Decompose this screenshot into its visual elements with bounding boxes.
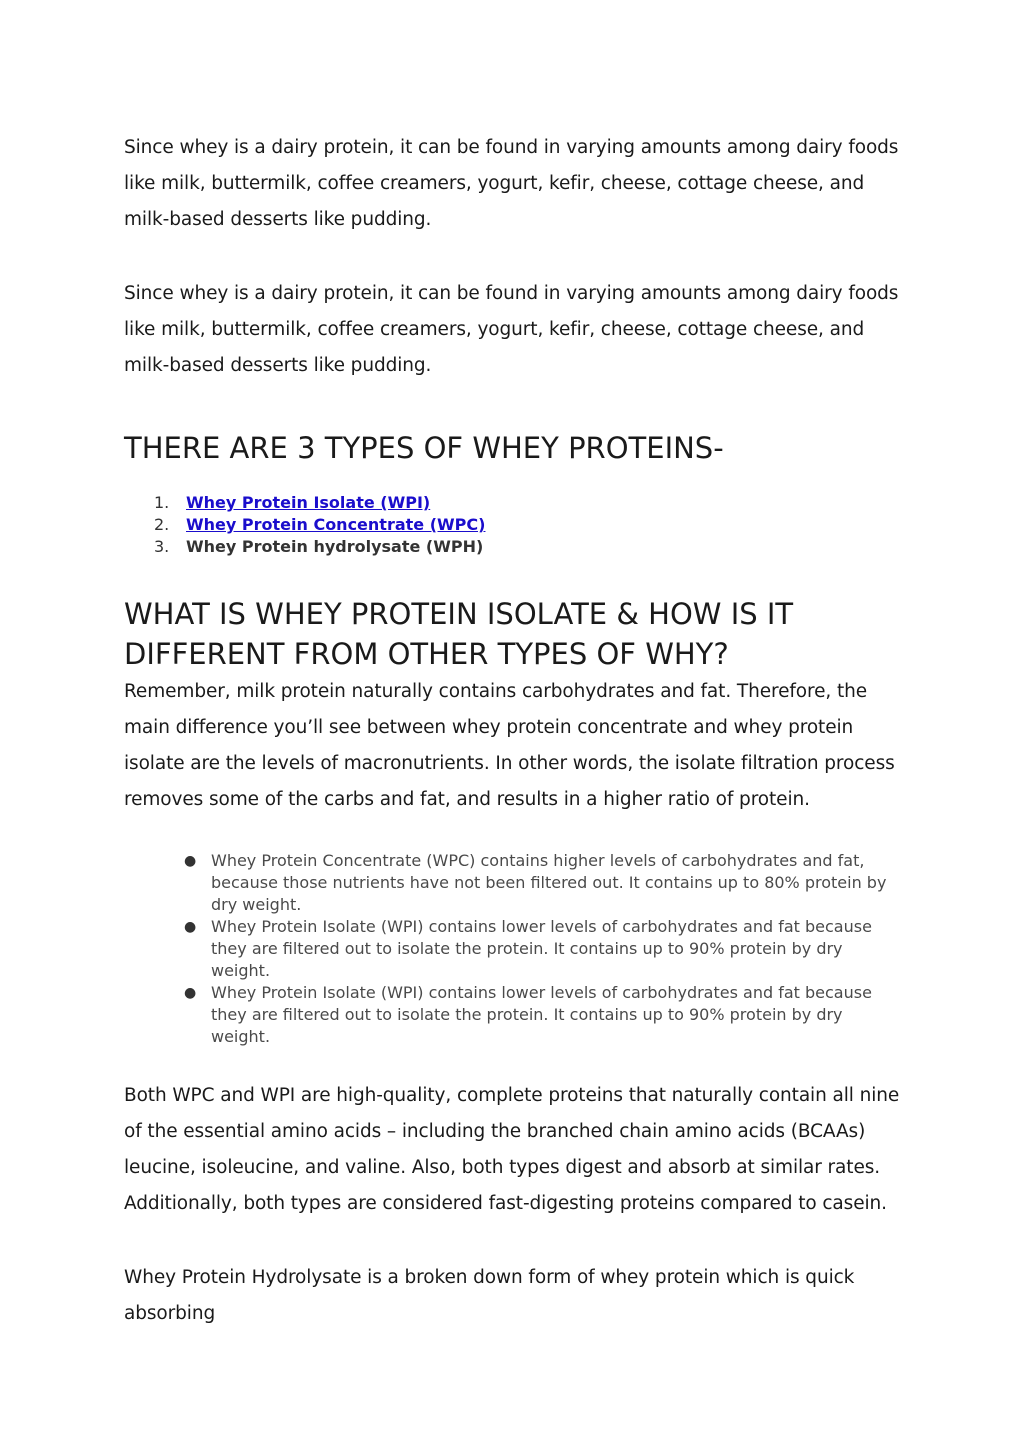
list-item bbox=[124, 514, 914, 536]
wpc-link[interactable]: Whey Protein Concentrate (WPC) bbox=[186, 515, 486, 534]
list-item bbox=[124, 850, 914, 916]
types-list bbox=[124, 492, 914, 558]
list-item bbox=[124, 536, 914, 558]
hydrolysate-paragraph: Whey Protein Hydrolysate is a broken down form of whey protein which is quick absorbing bbox=[124, 1267, 855, 1324]
isolate-heading: WHAT IS WHEY PROTEIN ISOLATE & HOW IS IT DIFFERENT FROM OTHER TYPES OF WHY? bbox=[124, 597, 794, 671]
intro-paragraph-2: Since whey is a dairy protein, it can be found in varying amounts among dairy foods like milk, buttermilk, coffee creamers, yogurt, kefir, cheese, cottage cheese, and milk-based desserts like pudding. bbox=[124, 283, 899, 376]
document-page bbox=[124, 130, 914, 1332]
bullet-icon: ● bbox=[184, 853, 197, 869]
comparison-bullet-list bbox=[124, 850, 914, 1048]
list-item bbox=[124, 916, 914, 982]
types-heading: THERE ARE 3 TYPES OF WHEY PROTEINS- bbox=[124, 431, 724, 465]
bullet-icon: ● bbox=[184, 919, 197, 935]
list-number: 3. bbox=[154, 537, 170, 556]
macronutrient-paragraph: Remember, milk protein naturally contains carbohydrates and fat. Therefore, the main difference you’ll see between whey protein concentrate and whey protein isolate are the levels of macronutrients. In other words, the isolate filtration process removes some of the carbs and fat, and results in a higher ratio of protein. bbox=[124, 681, 895, 810]
list-number: 2. bbox=[154, 515, 170, 534]
wpi-link[interactable]: Whey Protein Isolate (WPI) bbox=[186, 493, 431, 512]
bullet-text: Whey Protein Isolate (WPI) contains lower levels of carbohydrates and fat because they are filtered out to isolate the protein. It contains up to 90% protein by dry weight. bbox=[211, 983, 872, 1046]
bullet-text: Whey Protein Isolate (WPI) contains lower levels of carbohydrates and fat because they are filtered out to isolate the protein. It contains up to 90% protein by dry weight. bbox=[211, 917, 872, 980]
intro-paragraph-1: Since whey is a dairy protein, it can be found in varying amounts among dairy foods like milk, buttermilk, coffee creamers, yogurt, kefir, cheese, cottage cheese, and milk-based desserts like pudding. bbox=[124, 137, 899, 230]
wph-label: Whey Protein hydrolysate (WPH) bbox=[186, 537, 484, 556]
list-number: 1. bbox=[154, 493, 170, 512]
list-item bbox=[124, 492, 914, 514]
amino-acids-paragraph: Both WPC and WPI are high-quality, complete proteins that naturally contain all nine of the essential amino acids – including the branched chain amino acids (BCAAs) leucine, isoleucine, and valine. Also, both types digest and absorb at similar rates. Additionally, both types are considered fast-digesting proteins compared to casein. bbox=[124, 1085, 900, 1214]
list-item bbox=[124, 982, 914, 1048]
bullet-text: Whey Protein Concentrate (WPC) contains higher levels of carbohydrates and fat, because those nutrients have not been filtered out. It contains up to 80% protein by dry weight. bbox=[211, 851, 887, 914]
bullet-icon: ● bbox=[184, 985, 197, 1001]
